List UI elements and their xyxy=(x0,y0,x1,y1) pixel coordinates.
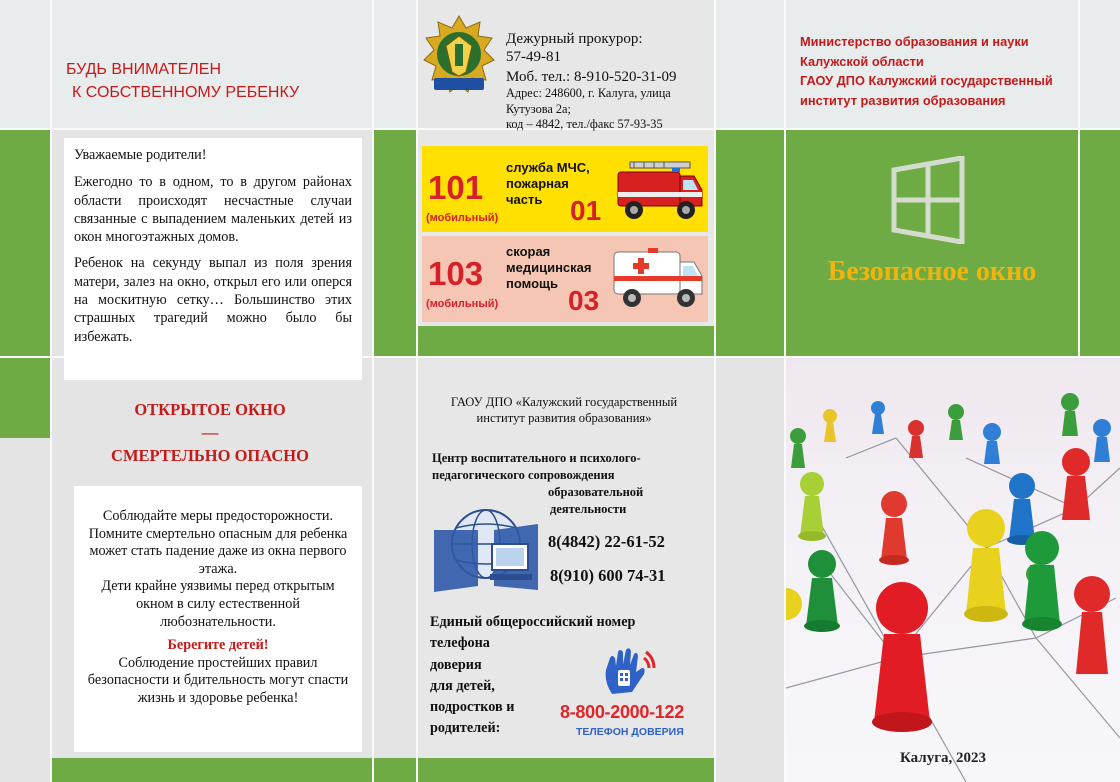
game-pieces-image xyxy=(786,358,1120,782)
prosecutor-code-fax: код – 4842, тел./факс 57-93-35 xyxy=(506,117,663,131)
grid-line xyxy=(416,0,418,782)
precautions-text: Соблюдайте меры предосторожности. xyxy=(102,508,334,524)
green-block-left-middle xyxy=(374,130,418,356)
prosecutor-phone: 57-49-81 xyxy=(506,49,561,65)
grid-line xyxy=(50,0,52,782)
precautions-box xyxy=(74,486,362,752)
safety-rules-text: Соблюдение простейших правил безопасности и бдительность могут спасти жизнь и здоровье ребенка! xyxy=(87,654,349,706)
ministry-line4: институт развития образования xyxy=(800,92,1006,108)
green-block-right-edge xyxy=(1080,130,1120,356)
grid-line xyxy=(714,0,716,782)
globe-computer-logo xyxy=(432,500,540,600)
hotline-caption: ТЕЛЕФОН ДОВЕРИЯ xyxy=(576,726,684,738)
green-block-left-tall xyxy=(0,130,50,438)
ambulance-banner xyxy=(422,236,708,322)
green-block-middle-right xyxy=(714,130,784,356)
first-floor-danger: Помните смертельно опасным для ребенка может стать падение даже из окна первого этажа. xyxy=(88,525,348,577)
fire-truck-icon xyxy=(610,154,706,224)
warning-dash: — xyxy=(201,423,219,442)
attention-header xyxy=(66,58,366,104)
hotline-line4: для детей, xyxy=(430,677,495,694)
curiosity-text: Дети крайне уязвимы перед открытым окном в силу естественной любознательности. xyxy=(101,578,335,630)
center-line2: педагогического сопровождения xyxy=(432,468,615,482)
center-line1: Центр воспитательного и психолого- xyxy=(432,451,641,465)
open-window-warning xyxy=(70,398,350,467)
prosecutor-contacts xyxy=(506,30,712,133)
paragraph-accidents: Ежегодно то в одном, то в другом районах области происходят несчастные случаи связанные с выпадением маленьких детей из окон многоэтажных домов. xyxy=(74,174,352,246)
center-line3: образовательной xyxy=(548,485,644,499)
city-year: Калуга, 2023 xyxy=(900,750,987,766)
title-panel xyxy=(786,130,1078,356)
hotline-line3: доверия xyxy=(430,656,482,673)
paragraph-child-fell: Ребенок на секунду выпал из поля зрения матери, залез на окно, открыл его или оперся на москитную сетку… Большинство этих страшных трагедий можно было бы избежать. xyxy=(74,255,352,345)
window-icon xyxy=(890,156,966,244)
center-phone-2: 8(910) 600 74-31 xyxy=(550,566,666,585)
brochure-title: Безопасное окно xyxy=(827,256,1037,287)
prosecutor-label: Дежурный прокурор: xyxy=(506,31,643,47)
warning-line1: ОТКРЫТОЕ ОКНО xyxy=(134,400,286,419)
fire-mobile-number: 101 xyxy=(428,169,484,206)
hotline-line6: родителей: xyxy=(430,720,501,737)
prosecutor-emblem xyxy=(420,14,498,100)
ambulance-mobile-number: 103 xyxy=(428,255,484,292)
mobile-phone: Моб. тел.: 8-910-520-31-09 xyxy=(506,69,677,85)
ministry-line1: Министерство образования и науки xyxy=(800,34,1029,49)
center-phone-1: 8(4842) 22-61-52 xyxy=(548,532,665,551)
fire-service-label: служба МЧС, пожарная часть xyxy=(506,160,590,207)
green-strip-bottom-middle xyxy=(418,758,714,782)
green-strip-middle xyxy=(418,326,714,356)
prosecutor-address: Адрес: 248600, г. Калуга, улица Кутузова 2а; xyxy=(506,86,671,116)
grid-line xyxy=(372,0,374,782)
warning-line2: СМЕРТЕЛЬНО ОПАСНО xyxy=(111,446,309,465)
parents-address-box xyxy=(64,138,362,380)
ministry-line2: Калужской области xyxy=(800,53,924,69)
hotline-number: 8-800-2000-122 xyxy=(560,702,684,722)
hotline-line5: подростков и xyxy=(430,699,515,716)
ambulance-short-number: 03 xyxy=(568,285,600,316)
center-line4: деятельности xyxy=(550,502,627,516)
fire-mobile-note: (мобильный) xyxy=(426,212,499,224)
ambulance-label: скорая медицинская помощь xyxy=(506,244,592,291)
attention-header-line1: БУДЬ ВНИМАТЕЛЕН xyxy=(66,61,222,78)
ministry-header xyxy=(800,32,1110,110)
hotline-line1: Единый общероссийский номер xyxy=(430,614,636,630)
ambulance-mobile-note: (мобильный) xyxy=(426,298,499,310)
hotline-line2: телефона xyxy=(430,635,490,652)
attention-header-line2: К СОБСТВЕННОМУ РЕБЕНКУ xyxy=(72,84,300,101)
fire-service-banner xyxy=(422,146,708,232)
ministry-line3: ГАОУ ДПО Калужский государственный xyxy=(800,73,1053,88)
fire-short-number: 01 xyxy=(570,195,602,226)
hand-phone-icon xyxy=(596,646,660,698)
organization-name: ГАОУ ДПО «Калужский государственный институт развития образования» xyxy=(450,395,678,425)
green-strip-bottom-left xyxy=(50,758,418,782)
protect-children-slogan: Берегите детей! xyxy=(167,637,269,654)
ambulance-icon xyxy=(608,242,706,314)
greeting: Уважаемые родители! xyxy=(74,147,207,163)
